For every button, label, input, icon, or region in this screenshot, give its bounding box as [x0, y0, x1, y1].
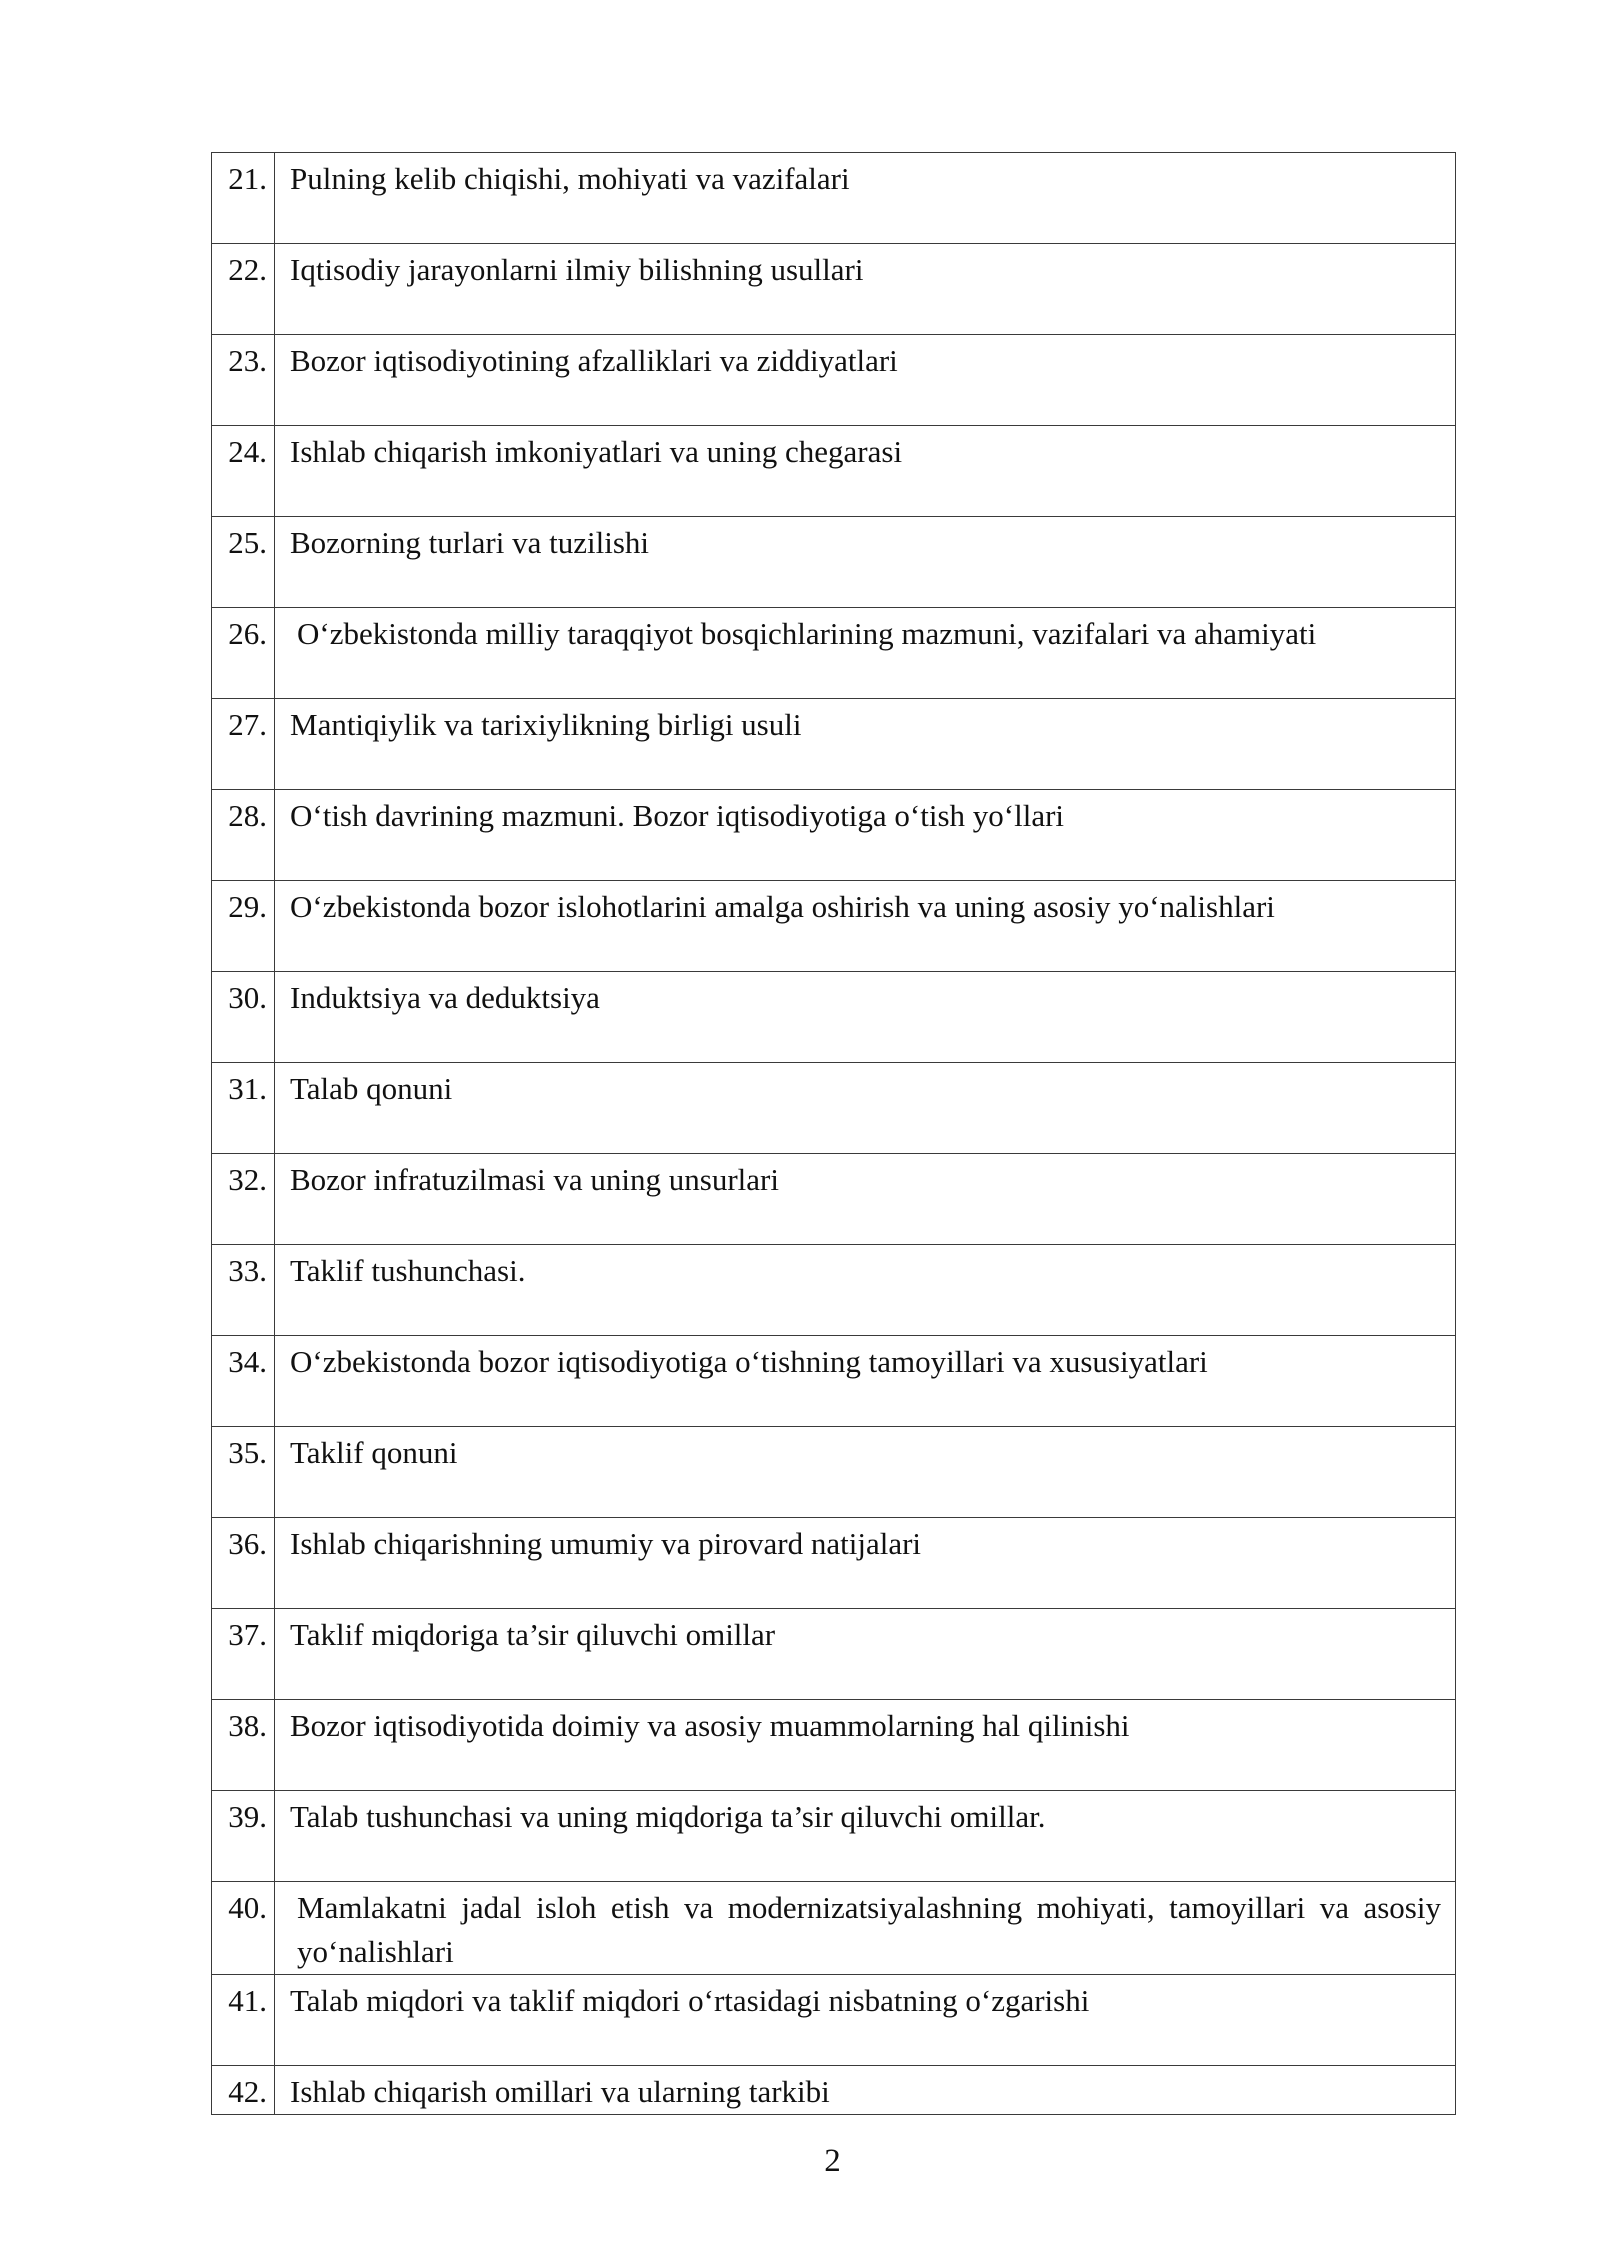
table-row: [212, 1700, 1456, 1791]
row-topic: O‘zbekistonda milliy taraqqiyot bosqichlarining mazmuni, vazifalari va ahamiyati: [275, 608, 1456, 699]
table-row: [212, 244, 1456, 335]
row-topic: Ishlab chiqarishning umumiy va pirovard natijalari: [275, 1518, 1456, 1609]
row-number: 25.: [212, 517, 275, 608]
table-row: [212, 1791, 1456, 1882]
row-topic: Ishlab chiqarish imkoniyatlari va uning chegarasi: [275, 426, 1456, 517]
row-topic: Taklif qonuni: [275, 1427, 1456, 1518]
row-number: 24.: [212, 426, 275, 517]
row-number: 29.: [212, 881, 275, 972]
row-number: 36.: [212, 1518, 275, 1609]
row-number: 26.: [212, 608, 275, 699]
row-number: 31.: [212, 1063, 275, 1154]
row-number: 27.: [212, 699, 275, 790]
row-topic: Pulning kelib chiqishi, mohiyati va vazifalari: [275, 153, 1456, 244]
row-topic: Taklif miqdoriga ta’sir qiluvchi omillar: [275, 1609, 1456, 1700]
table-row: [212, 790, 1456, 881]
row-topic: Bozor iqtisodiyotida doimiy va asosiy muammolarning hal qilinishi: [275, 1700, 1456, 1791]
table-row: [212, 608, 1456, 699]
row-topic: Mantiqiylik va tarixiylikning birligi usuli: [275, 699, 1456, 790]
table-row: [212, 1975, 1456, 2066]
row-number: 39.: [212, 1791, 275, 1882]
row-number: 38.: [212, 1700, 275, 1791]
row-number: 22.: [212, 244, 275, 335]
table-row: [212, 1245, 1456, 1336]
row-topic: O‘zbekistonda bozor iqtisodiyotiga o‘tishning tamoyillari va xususiyatlari: [275, 1336, 1456, 1427]
row-topic: Talab tushunchasi va uning miqdoriga ta’sir qiluvchi omillar.: [275, 1791, 1456, 1882]
row-number: 41.: [212, 1975, 275, 2066]
table-row: [212, 881, 1456, 972]
row-topic: Talab qonuni: [275, 1063, 1456, 1154]
row-number: 34.: [212, 1336, 275, 1427]
table-row: [212, 153, 1456, 244]
table-row: [212, 1518, 1456, 1609]
row-topic: O‘zbekistonda bozor islohotlarini amalga oshirish va uning asosiy yo‘nalishlari: [275, 881, 1456, 972]
row-number: 32.: [212, 1154, 275, 1245]
page-number: 2: [824, 2143, 841, 2179]
table-row: [212, 1609, 1456, 1700]
row-topic: Iqtisodiy jarayonlarni ilmiy bilishning usullari: [275, 244, 1456, 335]
row-topic: Bozorning turlari va tuzilishi: [275, 517, 1456, 608]
topics-table: [211, 152, 1456, 2115]
row-number: 23.: [212, 335, 275, 426]
table-row: [212, 1063, 1456, 1154]
row-topic: Talab miqdori va taklif miqdori o‘rtasidagi nisbatning o‘zgarishi: [275, 1975, 1456, 2066]
table-row: [212, 1882, 1456, 1975]
table-row: [212, 972, 1456, 1063]
row-topic: Bozor infratuzilmasi va uning unsurlari: [275, 1154, 1456, 1245]
row-topic: Bozor iqtisodiyotining afzalliklari va ziddiyatlari: [275, 335, 1456, 426]
row-number: 37.: [212, 1609, 275, 1700]
row-number: 33.: [212, 1245, 275, 1336]
row-number: 40.: [212, 1882, 275, 1975]
table-row: [212, 426, 1456, 517]
row-topic: Mamlakatni jadal isloh etish va modernizatsiyalashning mohiyati, tamoyillari va asosiy yo‘nalishlari: [275, 1882, 1456, 1975]
row-number: 28.: [212, 790, 275, 881]
row-topic: O‘tish davrining mazmuni. Bozor iqtisodiyotiga o‘tish yo‘llari: [275, 790, 1456, 881]
table-row: [212, 1154, 1456, 1245]
row-number: 35.: [212, 1427, 275, 1518]
table-row: [212, 699, 1456, 790]
row-number: 30.: [212, 972, 275, 1063]
table-row: [212, 335, 1456, 426]
row-topic: Ishlab chiqarish omillari va ularning tarkibi: [275, 2066, 1456, 2115]
row-topic: Induktsiya va deduktsiya: [275, 972, 1456, 1063]
row-number: 21.: [212, 153, 275, 244]
row-topic: Taklif tushunchasi.: [275, 1245, 1456, 1336]
table-row: [212, 2066, 1456, 2115]
table-row: [212, 1427, 1456, 1518]
table-row: [212, 1336, 1456, 1427]
table-row: [212, 517, 1456, 608]
row-number: 42.: [212, 2066, 275, 2115]
